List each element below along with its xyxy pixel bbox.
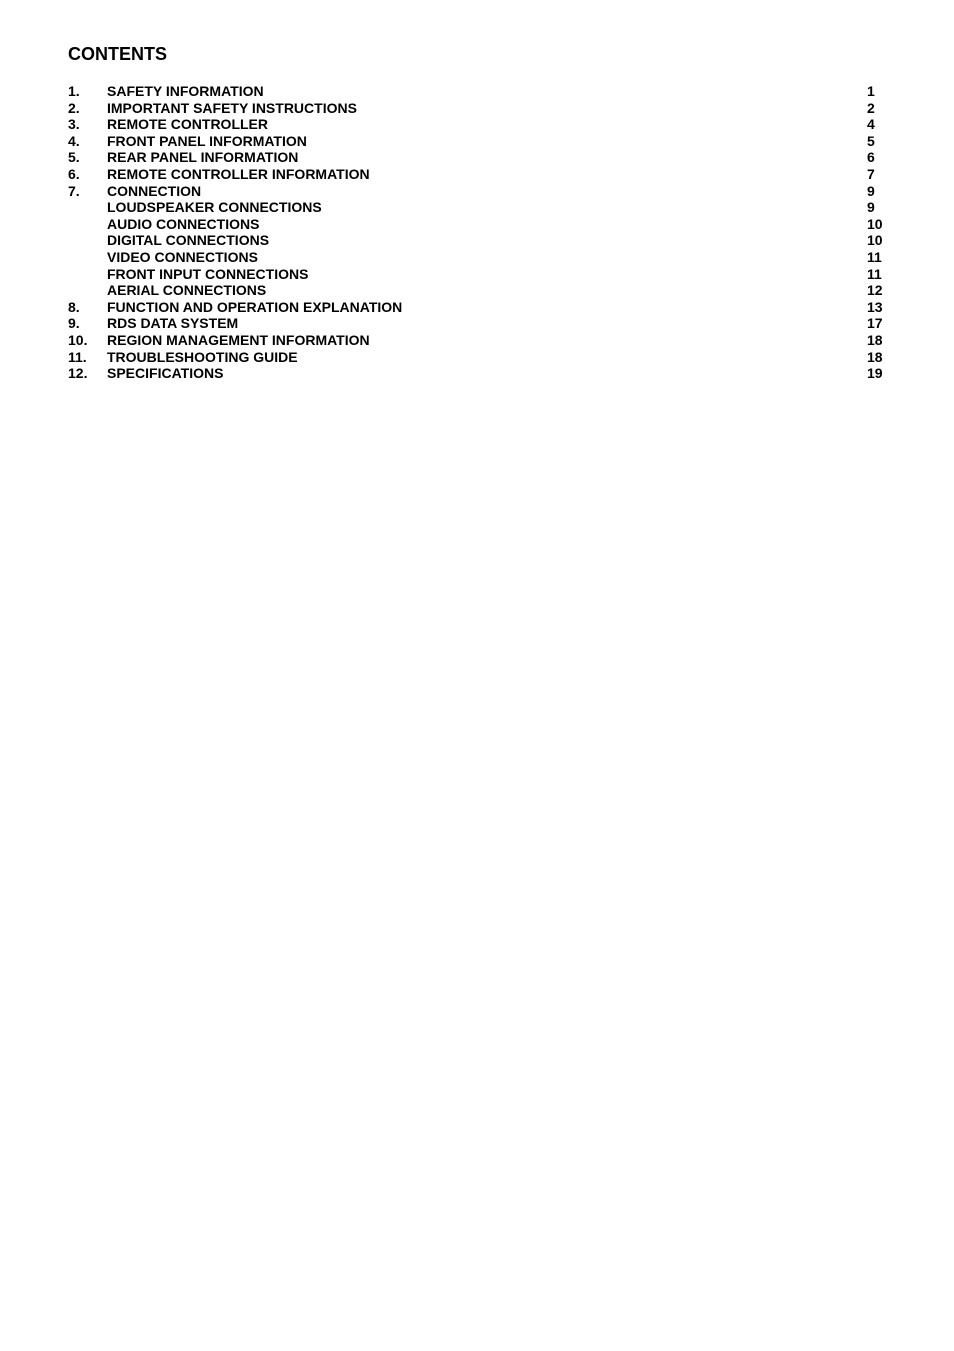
toc-entry <box>68 266 884 283</box>
toc-entry <box>68 166 884 183</box>
toc-entry <box>68 83 884 100</box>
toc-entry <box>68 100 884 117</box>
toc-entry <box>68 282 884 299</box>
toc-entry <box>68 332 884 349</box>
toc-entry-page: 10 <box>867 215 883 232</box>
toc-entry-number: 5. <box>68 149 80 166</box>
toc-entry-label: FUNCTION AND OPERATION EXPLANATION <box>107 298 403 315</box>
toc-entry-page: 13 <box>867 298 883 315</box>
toc-entry-number: 4. <box>68 132 80 149</box>
toc-entry-label: LOUDSPEAKER CONNECTIONS <box>107 199 322 216</box>
toc-entry-page: 17 <box>867 315 883 332</box>
toc-entry-number: 1. <box>68 83 80 99</box>
toc-entry <box>68 199 884 216</box>
toc-entry <box>68 349 884 366</box>
toc-entry-number: 6. <box>68 165 80 182</box>
table-of-contents <box>68 83 884 382</box>
toc-entry-page: 5 <box>867 132 875 149</box>
toc-entry <box>68 299 884 316</box>
toc-entry-page: 11 <box>867 265 882 282</box>
toc-entry-page: 2 <box>867 99 875 116</box>
toc-entry-number: 8. <box>68 298 80 315</box>
toc-entry-page: 18 <box>867 331 883 348</box>
toc-entry <box>68 315 884 332</box>
toc-entry <box>68 216 884 233</box>
toc-entry <box>68 149 884 166</box>
toc-entry-number: 10. <box>68 331 88 348</box>
toc-entry-label: SAFETY INFORMATION <box>107 83 264 99</box>
toc-entry-label: DIGITAL CONNECTIONS <box>107 232 270 249</box>
toc-entry-label: AUDIO CONNECTIONS <box>107 215 260 232</box>
toc-entry-number: 3. <box>68 116 80 133</box>
toc-entry-number: 12. <box>68 365 88 382</box>
toc-entry-label: REMOTE CONTROLLER INFORMATION <box>107 165 370 182</box>
toc-entry-label: SPECIFICATIONS <box>107 365 224 382</box>
toc-entry-label: FRONT INPUT CONNECTIONS <box>107 265 309 282</box>
toc-entry-label: CONNECTION <box>107 182 202 199</box>
toc-entry-label: REMOTE CONTROLLER <box>107 116 268 133</box>
toc-entry <box>68 183 884 200</box>
toc-entry-page: 19 <box>867 365 883 382</box>
toc-entry-number: 9. <box>68 315 80 332</box>
toc-entry-page: 11 <box>867 248 882 265</box>
toc-entry <box>68 365 884 382</box>
toc-entry-page: 6 <box>867 149 875 166</box>
toc-entry-page: 4 <box>867 116 875 133</box>
toc-entry-page: 9 <box>867 182 875 199</box>
toc-entry <box>68 232 884 249</box>
toc-entry-label: TROUBLESHOOTING GUIDE <box>107 348 298 365</box>
toc-entry-page: 7 <box>867 165 875 182</box>
toc-entry-number: 7. <box>68 182 80 199</box>
toc-entry-label: VIDEO CONNECTIONS <box>107 248 258 265</box>
toc-entry <box>68 133 884 150</box>
toc-entry-label: REAR PANEL INFORMATION <box>107 149 299 166</box>
page-title: CONTENTS <box>68 44 167 64</box>
toc-entry-label: FRONT PANEL INFORMATION <box>107 132 307 149</box>
toc-entry-number: 11. <box>68 348 87 365</box>
toc-entry <box>68 249 884 266</box>
toc-entry-label: IMPORTANT SAFETY INSTRUCTIONS <box>107 99 357 116</box>
toc-entry-label: RDS DATA SYSTEM <box>107 315 239 332</box>
document-page <box>68 42 884 382</box>
toc-entry-label: REGION MANAGEMENT INFORMATION <box>107 331 370 348</box>
toc-entry-number: 2. <box>68 99 80 116</box>
toc-entry-page: 10 <box>867 232 883 249</box>
toc-entry <box>68 116 884 133</box>
toc-entry-label: AERIAL CONNECTIONS <box>107 282 267 299</box>
toc-entry-page: 18 <box>867 348 883 365</box>
toc-entry-page: 12 <box>867 282 883 299</box>
toc-entry-page: 1 <box>867 83 875 99</box>
toc-entry-page: 9 <box>867 199 875 216</box>
